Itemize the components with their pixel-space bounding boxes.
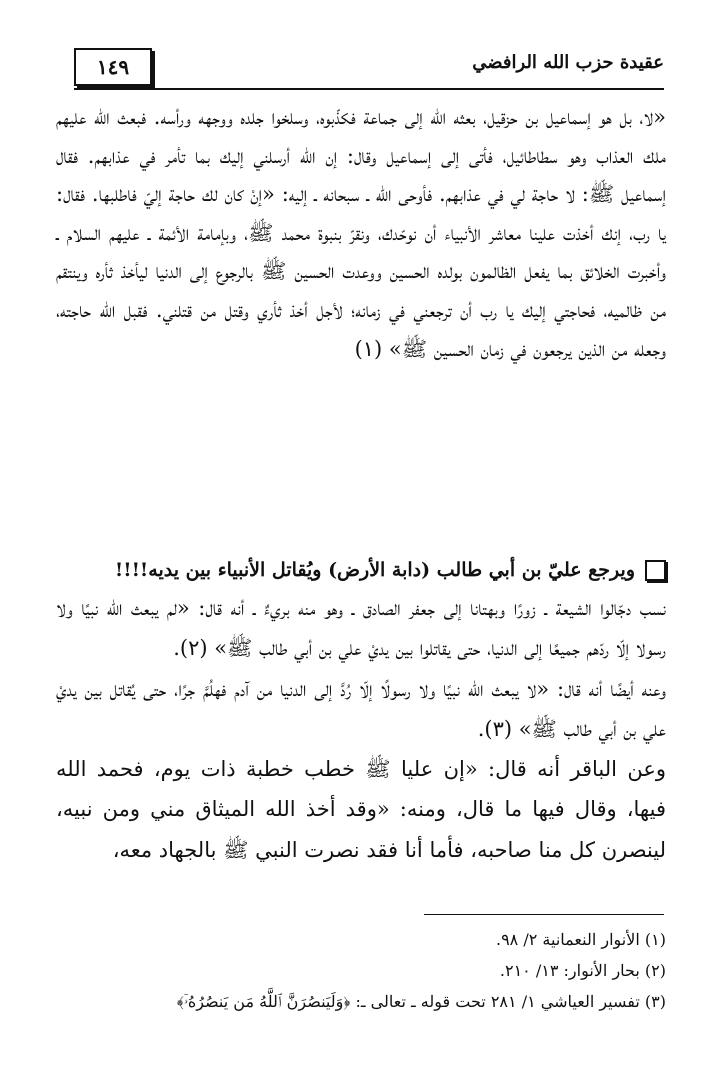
running-title: عقيدة حزب الله الرافضي bbox=[472, 52, 664, 73]
paragraph: «لا، بل هو إسماعيل بن حزقيل، بعثه الله إلى جماعة فكذّبوه، وسلخوا جلده ووجهه ورأسه. فبعث الله عليهم ملك العذاب وهو سطاطائيل، فأتى إلى إسماعيل وقال: إن الله أرسلني إليك بما تأمر في عذابهم. فقال إسماعيل ﷺ: لا حاجة لي في عذابهم. فأوحى الله ـ سبحانه ـ إليه: «إنْ كان لك حاجة إليّ فاطلبها. فقال: يا رب، إنك أخذت علينا معاشر الأنبياء أن نوحّدك، ونقرّ بنبوة محمد ﷺ، وبإمامة الأئمة ـ عليهم السلام ـ وأخبرت الخلائق بما يفعل الظالمون بولده الحسين ووعدت الحسين ﷺ بالرجوع إلى الدنيا ليأخذ ثأره وينتقم من ظالميه، فحاجتي إليك يا رب أن ترجعني في زمانه؛ لأجل أخذ ثأري وقتل من قتلني. فقبل الله حاجته، وجعله من الذين يرجعون في زمان الحسين ﷺ» (١) bbox=[56, 105, 666, 361]
paragraph: نسب دجّالوا الشيعة ـ زورًا وبهتانا إلى جعفر الصادق ـ وهو منه بريءٌ ـ أنه قال: «لم يبعث الله نبيًا ولا رسولا إلّا ردّهم جميعًا إلى الدنيا، حتى يقاتلوا بين يديْ علي بن أبي طالب ﷺ» (٢). bbox=[56, 596, 666, 661]
paragraph: وعنه أيضًا أنه قال: «لا يبعث الله نبيًا ولا رسولًا إلّا رُدَّ إلى الدنيا من آدم فهلُمَّ جرًا، حتى يُقاتل بين يديْ علي بن أبي طالب ﷺ» (٣). bbox=[56, 676, 666, 741]
section-heading-text: ويرجع عليّ بن أبي طالب (دابة الأرض) ويُقاتل الأنبياء بين يديه!!!! bbox=[114, 559, 635, 581]
footnotes bbox=[56, 924, 666, 1017]
section-text bbox=[56, 588, 666, 870]
footnote-divider bbox=[424, 914, 664, 915]
paragraph: وعن الباقر أنه قال: «إن عليا ﷺ خطب خطبة ذات يوم، فحمد الله فيها، وقال فيها ما قال، ومنه: «وقد أخذ الله الميثاق مني ومن نبيه، لينصرن كل منا صاحبه، فأما أنا فقد نصرت النبي ﷺ بالجهاد معه، bbox=[56, 757, 666, 862]
footnote: (٢) بحار الأنوار: ١٣/ ٢١٠. bbox=[499, 961, 666, 980]
page-header bbox=[74, 42, 664, 90]
footnote: (٣) تفسير العياشي ١/ ٢٨١ تحت قوله ـ تعالى ـ: ﴿وَلَيَنصُرَنَّ ٱللَّهُ مَن يَنصُرُهُۥٓ﴾ bbox=[176, 992, 666, 1011]
page-number: ١٤٩ bbox=[74, 48, 152, 86]
square-bullet-icon bbox=[645, 560, 666, 581]
main-text bbox=[56, 98, 666, 368]
footnote: (١) الأنوار النعمانية ٢/ ٩٨. bbox=[495, 930, 666, 949]
section-heading bbox=[46, 553, 666, 587]
